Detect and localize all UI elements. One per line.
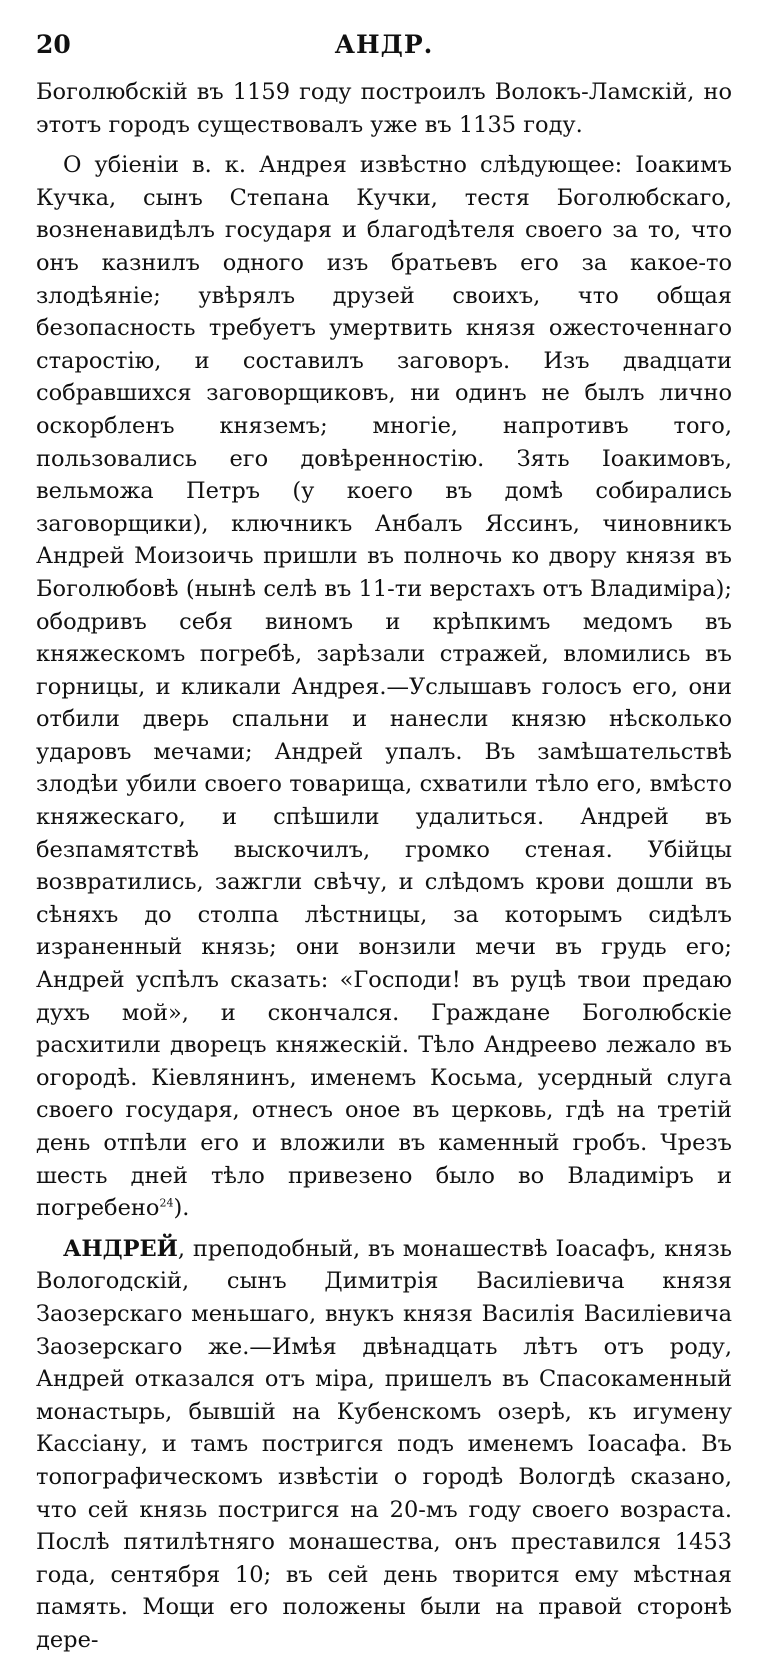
- paragraph-murder-account: [36, 149, 732, 1225]
- footnote-reference: 24: [159, 1196, 174, 1210]
- running-title: АНДР.: [334, 30, 434, 59]
- paragraph-text: , преподобный, въ монашествѣ Іоасафъ, князь Вологодскій, сынъ Димитрія Василіевича князя Заозерскаго меньшаго, внукъ князя Василія Василіевича Заозерскаго же.—Имѣя двѣнадцать лѣтъ отъ роду, Андрей отказался отъ міра, пришелъ въ Спасокаменный монастырь, бывшій на Кубенскомъ озерѣ, къ игумену Кассіану, и тамъ постригся подъ именемъ Іоасафа. Въ топографическомъ извѣстіи о городѣ Вологдѣ сказано, что сей князь постригся на 20-мъ году своего возраста. Послѣ пятилѣтняго монашества, онъ преставился 1453 года, сентября 10; въ сей день творится ему мѣстная память. Мощи его положены были на правой сторонѣ дере-: [36, 1235, 732, 1653]
- page-number: 20: [36, 30, 71, 59]
- paragraph-text: О убіеніи в. к. Андрея извѣстно слѣдующее: Іоакимъ Кучка, сынъ Степана Кучки, тестя Боголюбскаго, возненавидѣлъ государя и благодѣтеля своего за то, что онъ казнилъ одного изъ братьевъ его за какое-то злодѣяніе; увѣрялъ друзей своихъ, что общая безопасность требуетъ умертвить князя ожесточеннаго старостію, и составилъ заговоръ. Изъ двадцати собравшихся заговорщиковъ, ни одинъ не былъ лично оскорбленъ княземъ; многіе, напротивъ того, пользовались его довѣренностію. Зять Іоакимовъ, вельможа Петръ (у коего въ домѣ собирались заговорщики), ключникъ Анбалъ Яссинъ, чиновникъ Андрей Моизоичь пришли въ полночь ко двору князя въ Боголюбовѣ (нынѣ селѣ въ 11-ти верстахъ отъ Владиміра); ободривъ себя виномъ и крѣпкимъ медомъ въ княжескомъ погребѣ, зарѣзали стражей, вломились въ горницы, и кликали Андрея.—Услышавъ голосъ его, они отбили дверь спальни и нанесли князю нѣсколько ударовъ мечами; Андрей упалъ. Въ замѣшательствѣ злодѣи убили своего товарища, схватили тѣло его, вмѣсто княжескаго, и спѣшили удалиться. Андрей въ безпамятствѣ выскочилъ, громко стеная. Убійцы возвратились, зажгли свѣчу, и слѣдомъ крови дошли въ сѣняхъ до столпа лѣстницы, за которымъ сидѣлъ израненный князь; они вонзили мечи въ грудь его; Андрей успѣлъ сказать: «Господи! въ руцѣ твои предаю духъ мой», и скончался. Граждане Боголюбскіе расхитили дворецъ княжескій. Тѣло Андреево лежало въ огородѣ. Кіевлянинъ, именемъ Косьма, усердный слуга своего государя, отнесъ оное въ церковь, гдѣ на третій день отпѣли его и вложили въ каменный гробъ. Чрезъ шесть дней тѣло привезено было во Владиміръ и погребено: [36, 152, 732, 1222]
- paragraph-tail: ).: [173, 1195, 190, 1222]
- paragraph-entry-andrey-venerable: [36, 1233, 732, 1657]
- page-header: [36, 30, 732, 74]
- paragraph-continuation: [36, 76, 732, 141]
- entry-headword: АНДРЕЙ: [63, 1235, 178, 1262]
- paragraph-text: Боголюбскій въ 1159 году построилъ Волокъ-Ламскій, но этотъ городъ существовалъ уже въ 1135 году.: [36, 79, 732, 138]
- document-page: [36, 30, 732, 1665]
